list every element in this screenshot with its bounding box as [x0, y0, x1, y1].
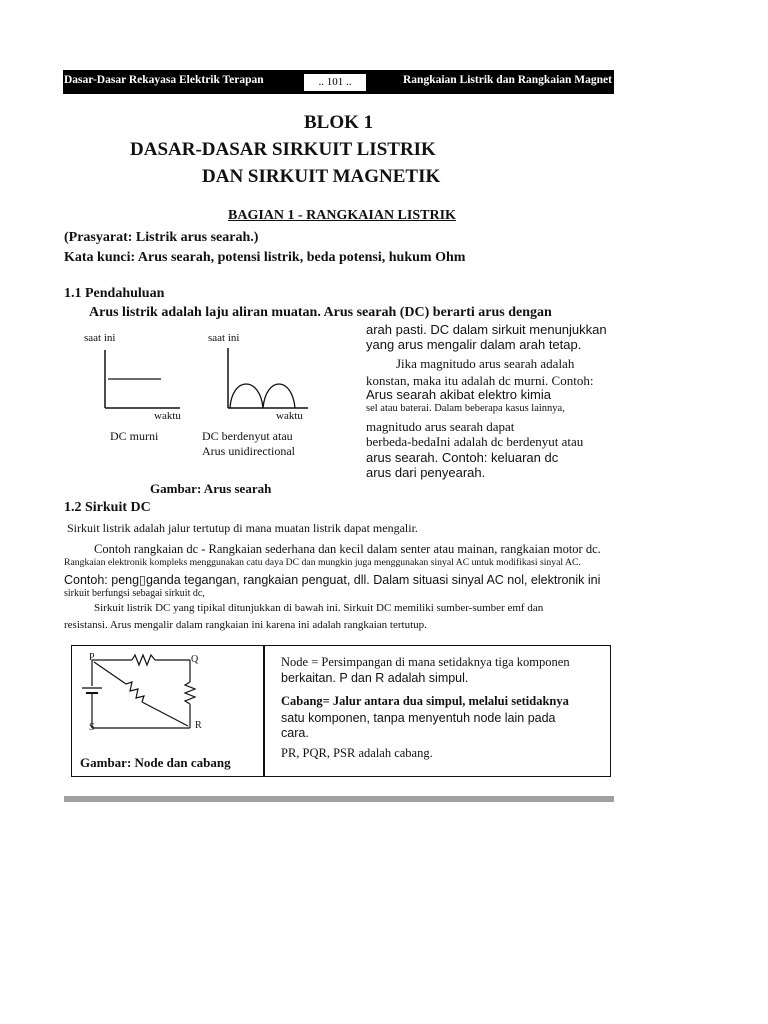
subsection-heading-1-2: 1.2 Sirkuit DC	[64, 500, 151, 515]
node-definition-line1: Node = Persimpangan di mana setidaknya tiga komponen	[281, 655, 570, 669]
section-heading: BAGIAN 1 - RANGKAIAN LISTRIK	[228, 208, 456, 223]
node-label-q: Q	[191, 654, 199, 665]
node-label-r: R	[195, 720, 202, 731]
graph2-y-label: saat ini	[208, 332, 240, 344]
header-page-number: .. 101 ..	[304, 74, 366, 91]
graph1-caption: DC murni	[110, 429, 159, 443]
intro-line: Arus searah akibat elektro kimia	[366, 387, 551, 402]
pure-dc-graph	[105, 350, 180, 408]
header-chapter-title: Rangkaian Listrik dan Rangkaian Magnet	[403, 74, 612, 86]
prerequisite: (Prasyarat: Listrik arus searah.)	[64, 230, 259, 245]
wire-diagonal-2	[142, 702, 188, 726]
examples-note: Contoh: peng▯ganda tegangan, rangkaian penguat, dll. Dalam situasi sinyal AC nol, elektronik ini	[64, 573, 601, 587]
intro-line: Jika magnitudo arus searah adalah	[396, 356, 575, 371]
intro-line: magnitudo arus searah dapat	[366, 419, 515, 434]
complex-circuits-note: Rangkaian elektronik kompleks menggunakan catu daya DC dan mungkin juga menggunakan sinyal AC untuk modifikasi sinyal AC.	[64, 557, 581, 568]
node-label-p: P	[89, 652, 95, 663]
graph1-x-label: waktu	[154, 410, 181, 422]
figure-caption: Gambar: Arus searah	[150, 481, 272, 496]
examples-note-cont: sirkuit berfungsi sebagai sirkuit dc,	[64, 588, 205, 599]
resistor-pr	[126, 682, 144, 702]
dc-circuit-examples: Contoh rangkaian dc - Rangkaian sederhana dan kecil dalam senter atau mainan, rangkaian motor dc.	[94, 542, 601, 556]
node-branch-box-divider	[263, 645, 265, 777]
branch-examples: PR, PQR, PSR adalah cabang.	[281, 746, 433, 760]
intro-line: arus searah. Contoh: keluaran dc	[366, 450, 559, 465]
graph2-pulse-curve	[230, 384, 295, 408]
graph2-x-label: waktu	[276, 410, 303, 422]
node-definition-line2: berkaitan. P dan R adalah simpul.	[281, 671, 469, 685]
resistor-qr	[185, 682, 195, 704]
main-title-line1: DASAR-DASAR SIRKUIT LISTRIK	[130, 139, 436, 160]
intro-line: arah pasti. DC dalam sirkuit menunjukkan	[366, 322, 607, 337]
branch-definition-line3: cara.	[281, 726, 309, 740]
dc-circuit-definition: Sirkuit listrik adalah jalur tertutup di mana muatan listrik dapat mengalir.	[67, 521, 418, 535]
typical-circuit-text-cont: resistansi. Arus mengalir dalam rangkaian ini karena ini adalah rangkaian tertutup.	[64, 619, 427, 631]
intro-lead: Arus listrik adalah laju aliran muatan. Arus searah (DC) berarti arus dengan	[89, 305, 552, 320]
intro-line: arus dari penyearah.	[366, 465, 486, 480]
pulsating-dc-graph	[228, 348, 308, 408]
typical-circuit-text: Sirkuit listrik DC yang tipikal ditunjukkan di bawah ini. Sirkuit DC memiliki sumber-sumber emf dan	[94, 602, 544, 614]
branch-definition-line1: Cabang= Jalur antara dua simpul, melalui setidaknya	[281, 694, 569, 708]
graph2-caption-line2: Arus unidirectional	[202, 444, 295, 458]
branch-definition-line2: satu komponen, tanpa menyentuh node lain pada	[281, 711, 556, 725]
intro-line: sel atau baterai. Dalam beberapa kasus lainnya,	[366, 403, 565, 414]
circuit-diagram	[74, 648, 262, 740]
node-label-s: S	[89, 722, 95, 733]
graph1-y-label: saat ini	[84, 332, 116, 344]
graph2-caption-line1: DC berdenyut atau	[202, 429, 293, 443]
resistor-pq	[132, 655, 155, 665]
footer-separator	[64, 796, 614, 802]
main-title-line2: DAN SIRKUIT MAGNETIK	[202, 166, 441, 187]
subsection-heading-1-1: 1.1 Pendahuluan	[64, 286, 165, 301]
block-title: BLOK 1	[304, 112, 374, 133]
keywords: Kata kunci: Arus searah, potensi listrik, beda potensi, hukum Ohm	[64, 250, 466, 265]
header-book-title: Dasar-Dasar Rekayasa Elektrik Terapan	[64, 74, 264, 86]
intro-line: konstan, maka itu adalah dc murni. Contoh:	[366, 373, 594, 388]
intro-line: yang arus mengalir dalam arah tetap.	[366, 337, 582, 352]
node-branch-caption: Gambar: Node dan cabang	[80, 755, 231, 770]
intro-line: berbeda-bedaIni adalah dc berdenyut atau	[366, 434, 584, 449]
wire-diagonal-1	[94, 662, 126, 684]
